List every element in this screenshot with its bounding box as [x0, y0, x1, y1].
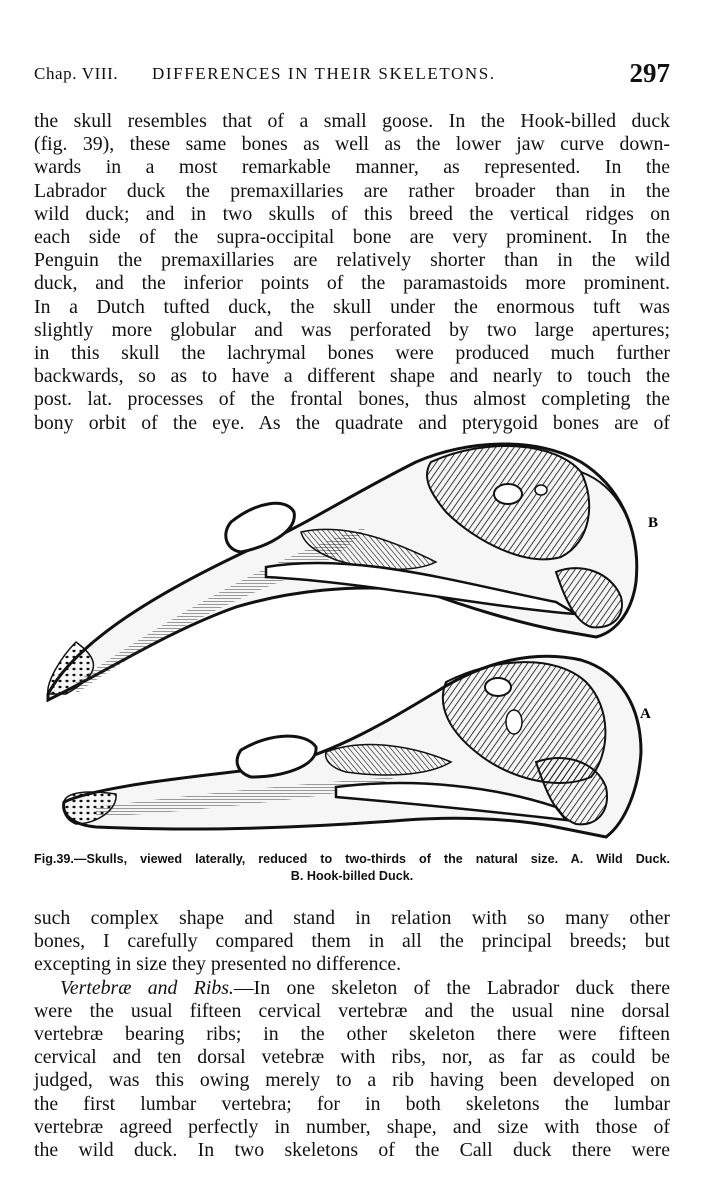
- text-line: bones, I carefully compared them in all the principal breeds; but: [34, 930, 670, 953]
- figure-duck-skulls: [36, 432, 672, 842]
- text-line: wild duck; and in two skulls of this breed the vertical ridges on: [34, 202, 670, 225]
- text-line: the skull resembles that of a small goose. In the Hook-billed duck: [34, 110, 670, 132]
- paragraph-2: [34, 907, 670, 1162]
- text-line: the first lumbar vertebra; for in both skeletons the lumbar: [34, 1092, 670, 1115]
- text-line: in this skull the lachrymal bones were produced much further: [34, 342, 670, 365]
- text-line: backwards, so as to have a different shape and nearly to touch the: [34, 365, 670, 388]
- text-line: slightly more globular and was perforated by two large apertures;: [34, 318, 670, 341]
- running-header: [34, 58, 670, 92]
- caption-line-2: B. Hook-billed Duck.: [290, 869, 414, 883]
- skull-illustration: [36, 432, 672, 842]
- page-number: 297: [629, 58, 670, 88]
- text-line: were the usual fifteen cervical vertebræ and the usual nine dorsal: [34, 999, 670, 1022]
- text-line: vertebræ agreed perfectly in number, shape, and size with those of: [34, 1115, 670, 1138]
- figure-caption: [34, 851, 670, 885]
- text-line: duck, and the inferior points of the paramastoids more prominent.: [34, 272, 670, 295]
- text-line: wards in a most remarkable manner, as represented. In the: [34, 156, 670, 179]
- label-b: B: [648, 515, 659, 531]
- skull-a-wild: [64, 656, 652, 837]
- text-line: vertebræ bearing ribs; in the other skeleton there were fifteen: [34, 1023, 670, 1046]
- text-line: (fig. 39), these same bones as well as the lower jaw curve down-: [34, 133, 670, 156]
- running-title: DIFFERENCES IN THEIR SKELETONS.: [152, 64, 496, 83]
- section-heading: Vertebræ and Ribs.: [60, 976, 234, 999]
- paragraph-3-first-line: Vertebræ and Ribs.—In one skeleton of the Labrador duck there: [60, 976, 670, 999]
- label-a: A: [640, 706, 651, 722]
- text-line: the wild duck. In two skeletons of the Call duck there were: [34, 1139, 670, 1162]
- text-line: bony orbit of the eye. As the quadrate and pterygoid bones are of: [34, 411, 670, 434]
- text-line: Labrador duck the premaxillaries are rather broader than in the: [34, 179, 670, 202]
- text-line: such complex shape and stand in relation with so many other: [34, 907, 670, 929]
- text-line: judged, was this owing merely to a rib having been developed on: [34, 1069, 670, 1092]
- chapter-label: Chap. VIII.: [34, 64, 119, 83]
- text-line: each side of the supra-occipital bone are very prominent. In the: [34, 226, 670, 249]
- text-line: post. lat. processes of the frontal bones, thus almost completing the: [34, 388, 670, 411]
- caption-line-1: Fig.39.—Skulls, viewed laterally, reduced to two-thirds of the natural size. A. Wild Duck.: [34, 852, 670, 866]
- text-line: In a Dutch tufted duck, the skull under the enormous tuft was: [34, 295, 670, 318]
- text-line: cervical and ten dorsal vetebræ with ribs, nor, as far as could be: [34, 1046, 670, 1069]
- text-line: Penguin the premaxillaries are relatively shorter than in the wild: [34, 249, 670, 272]
- text-line: excepting in size they presented no difference.: [34, 953, 402, 976]
- paragraph-1: [34, 110, 670, 435]
